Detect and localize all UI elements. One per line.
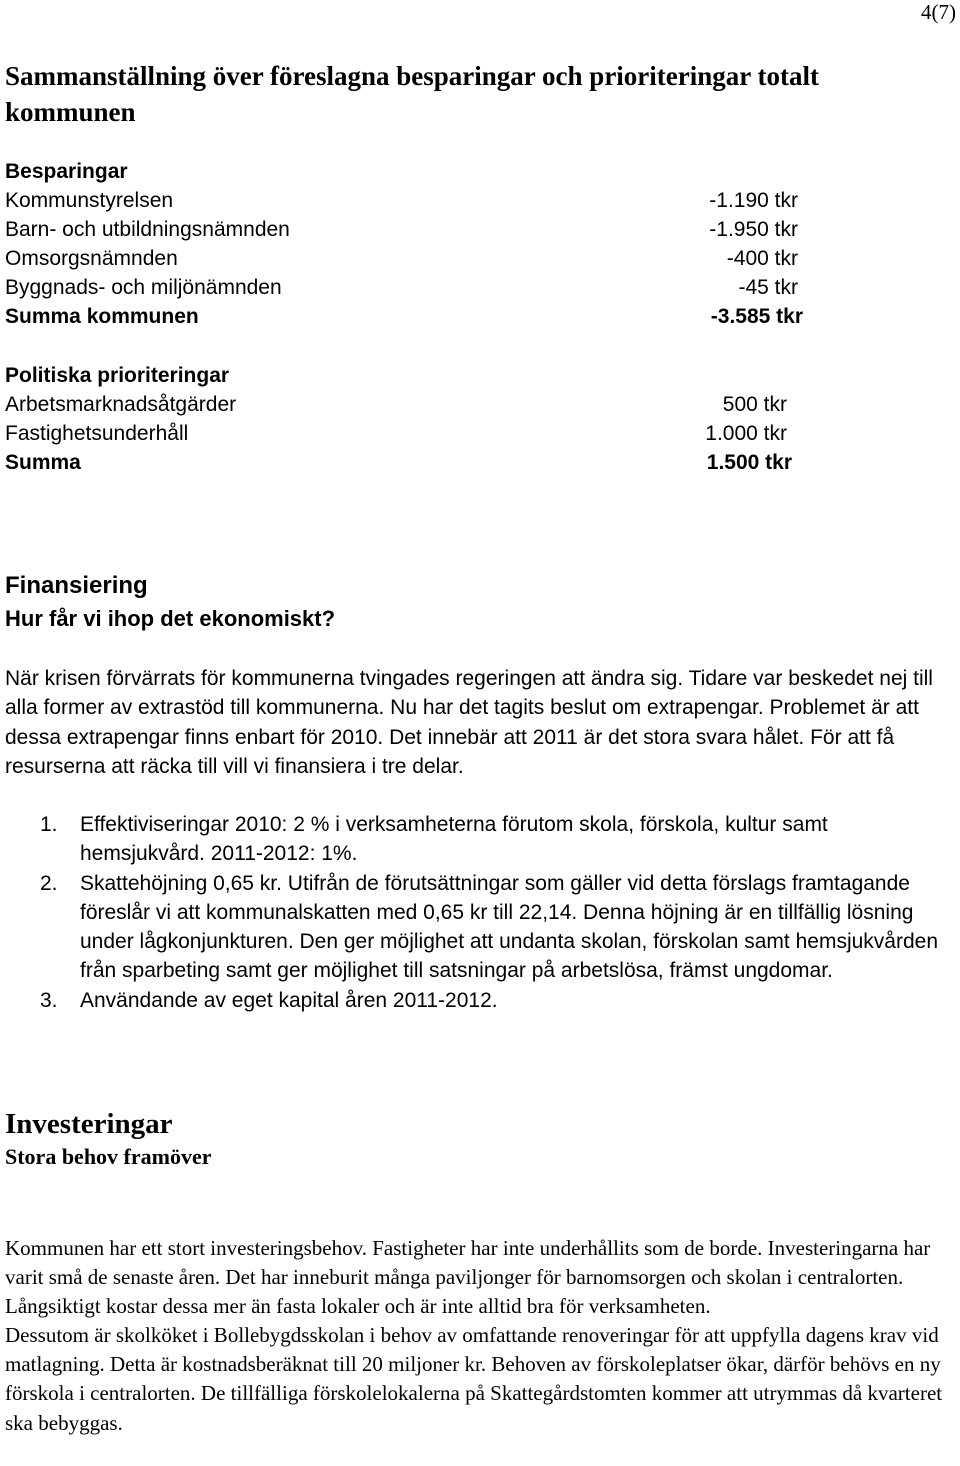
savings-row-value: -1.950 tkr (709, 218, 798, 241)
priorities-total-value: 1.500 tkr (706, 451, 792, 474)
list-item-number: 1. (40, 813, 58, 836)
list-item-number: 2. (40, 871, 58, 895)
savings-row (5, 215, 945, 244)
priorities-row-value: 500 tkr (722, 393, 787, 416)
savings-row-label: Omsorgsnämnden (5, 247, 178, 270)
financing-intro-paragraph: När krisen förvärrats för kommunerna tvingades regeringen att ändra sig. Tidare var beskedet nej till alla former av extrastöd till kommunerna. Nu har det tagits beslut om extrapengar. Problemet är att dessa extrapengar finns enbart för 2010. Det innebär att 2011 är det stora svara hålet. För att få resurserna att räcka till vill vi finansiera i tre delar. (5, 667, 933, 778)
savings-row-value: -45 tkr (738, 276, 798, 299)
savings-row (5, 244, 945, 273)
savings-row-label: Barn- och utbildningsnämnden (5, 218, 290, 241)
investments-paragraph-1: Kommunen har ett stort investeringsbehov. Fastigheter har inte underhållits som de borde. Investeringarna har varit små de senaste åren. Det har inneburit många paviljonger för barnomsorgen och skolan i centralorten. Långsiktigt kostar dessa mer än fasta lokaler och är inte alltid bra för verksamheten. (5, 1236, 931, 1319)
financing-subtitle: Hur får vi ihop det ekonomiskt? (5, 606, 336, 631)
financing-list-item (5, 869, 945, 986)
priorities-total-label: Summa (5, 451, 81, 474)
savings-heading: Besparingar (5, 160, 128, 183)
priorities-row (5, 390, 945, 419)
financing-list-item (5, 810, 945, 869)
financing-list-item (5, 986, 945, 1015)
investments-text (5, 1234, 950, 1438)
document-title: Sammanställning över föreslagna besparingar och prioriteringar totalt kommunen (5, 61, 819, 127)
savings-section (5, 157, 945, 331)
savings-row (5, 273, 945, 302)
priorities-row (5, 419, 945, 448)
savings-row-label: Kommunstyrelsen (5, 189, 174, 212)
list-item-text: Skattehöjning 0,65 kr. Utifrån de förutsättningar som gäller vid detta förslags framtagande föreslår vi att kommunalskatten med 0,65 kr till 22,14. Denna höjning är en tillfällig lösning under lågkonjunkturen. Den ger möjlighet att undanta skolan, förskolan samt hemsjukvården från sparbeting samt ger möjlighet till satsningar på arbetslösa, främst ungdomar. (80, 871, 938, 983)
priorities-row-label: Fastighetsunderhåll (5, 422, 189, 445)
investments-title: Investeringar (5, 1108, 173, 1140)
priorities-row-value: 1.000 tkr (705, 422, 787, 445)
investments-paragraph-2: Dessutom är skolköket i Bollebygdsskolan i behov av omfattande renoveringar för att uppfylla dagens krav vid matlagning. Detta är kostnadsberäknat till 20 miljoner kr. Behoven av förskoleplatser ökar, därför behövs en ny förskola i centralorten. De tillfälliga förskolelokalerna på Skattegårdstomten kommer att utrymmas då kvarteret ska bebyggas. (5, 1323, 943, 1435)
investments-subtitle: Stora behov framöver (5, 1144, 212, 1169)
priorities-total-row (5, 448, 945, 477)
savings-row-label: Byggnads- och miljönämnden (5, 276, 282, 299)
financing-title: Finansiering (5, 572, 148, 599)
list-item-text: Effektiviseringar 2010: 2 % i verksamheterna förutom skola, förskola, kultur samt hemsjukvård. 2011-2012: 1%. (80, 813, 828, 866)
priorities-heading: Politiska prioriteringar (5, 364, 230, 387)
savings-total-row (5, 302, 945, 331)
savings-row-value: -1.190 tkr (709, 189, 798, 212)
page-number: 4(7) (921, 0, 956, 24)
priorities-row-label: Arbetsmarknadsåtgärder (5, 393, 237, 416)
savings-total-value: -3.585 tkr (710, 305, 803, 328)
financing-list (5, 810, 945, 1015)
savings-total-label: Summa kommunen (5, 305, 199, 328)
list-item-number: 3. (40, 988, 58, 1012)
priorities-section (5, 361, 945, 477)
list-item-text: Användande av eget kapital åren 2011-2012. (80, 988, 498, 1012)
savings-row (5, 186, 945, 215)
savings-row-value: -400 tkr (726, 247, 798, 270)
